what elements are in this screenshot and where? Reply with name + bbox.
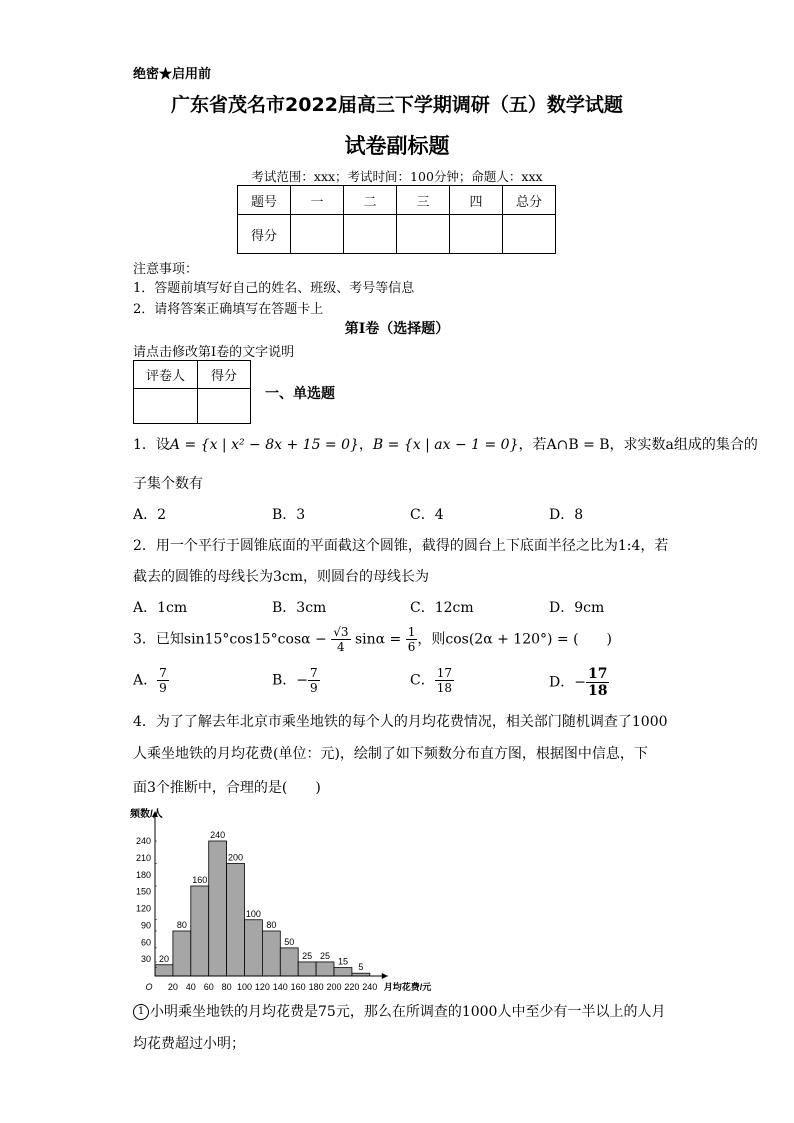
bar-value-label: 25 [320, 950, 331, 961]
x-tick-label: 40 [185, 982, 196, 992]
histogram-bar [316, 962, 334, 976]
q3-option-d[interactable]: D．− $\frac{17}{18}$ [549, 666, 608, 699]
score-cell[interactable] [344, 215, 397, 254]
histogram-bar [280, 948, 298, 976]
grader-cell[interactable] [198, 389, 251, 424]
q3-prefix: 3．已知sin15°cos15°cosα − [133, 631, 327, 648]
bar-value-label: 160 [192, 875, 208, 885]
grader-cell[interactable] [134, 389, 198, 424]
score-header-cell: 三 [397, 186, 450, 215]
histogram-bar [227, 864, 245, 977]
bar-value-label: 5 [358, 962, 364, 973]
x-tick-label: 180 [308, 982, 324, 992]
q1-sep: ， [358, 437, 373, 453]
q1-prefix: 1．设 [133, 437, 170, 453]
q3-option-a[interactable]: A． $\frac{7}{9}$ [133, 666, 167, 695]
x-tick-label: 200 [326, 982, 342, 992]
y-tick-label: 150 [135, 886, 151, 897]
bar-value-label: 80 [176, 920, 187, 930]
q3-middle: sinα = [354, 631, 402, 648]
volume-description[interactable]: 请点击修改第I卷的文字说明 [133, 345, 295, 360]
score-table [237, 185, 556, 254]
q4-statement-1-line2: 均花费超过小明； [133, 1036, 245, 1052]
score-header-cell: 二 [344, 186, 397, 215]
score-cell[interactable] [503, 215, 556, 254]
score-cell[interactable] [397, 215, 450, 254]
q1-set-a: A = {x | x² − 8x + 15 = 0} [169, 437, 359, 453]
question-1 [133, 434, 758, 454]
bar-value-label: 80 [266, 920, 277, 930]
q3-option-b[interactable]: B．− $\frac{7}{9}$ [272, 666, 318, 695]
histogram-bar [298, 962, 316, 976]
histogram-bar [245, 920, 263, 976]
histogram-bar [262, 931, 280, 976]
x-tick-label: 20 [167, 982, 178, 992]
bar-value-label: 240 [210, 830, 226, 840]
q4-statement-1-line1: 小明乘坐地铁的月均花费是75元，那么在所调查的1000人中至少有一半以上的人月 [150, 1004, 666, 1020]
y-tick-label: 120 [135, 903, 151, 914]
q1-option-b[interactable]: B．3 [272, 507, 306, 523]
q2-option-b[interactable]: B．3cm [272, 600, 327, 616]
bar-value-label: 200 [228, 852, 244, 863]
q1-set-b: B = {x | ax − 1 = 0} [372, 437, 519, 453]
q1-condition: ，若A∩B = B，求实数a组成的集合的 [518, 437, 758, 453]
exam-title: 广东省茂名市2022届高三下学期调研（五）数学试题 [171, 94, 623, 116]
y-tick-label: 210 [135, 852, 151, 863]
score-cell[interactable] [291, 215, 344, 254]
histogram-bar [209, 841, 227, 976]
grader-table [133, 360, 251, 424]
histogram-bar [334, 968, 352, 976]
q3-suffix: ，则cos(2α + 120°) = ( ) [417, 631, 613, 648]
score-header-cell: 总分 [503, 186, 556, 215]
score-cell[interactable] [450, 215, 503, 254]
q1-option-c[interactable]: C．4 [410, 507, 444, 523]
histogram-bar [173, 931, 191, 976]
bar-value-label: 15 [337, 956, 348, 967]
exam-subtitle: 试卷副标题 [344, 134, 450, 158]
origin-label: O [145, 982, 153, 992]
q4-line1: 4．为了了解去年北京市乘坐地铁的每个人的月均花费情况，相关部门随机调查了1000 [133, 714, 668, 730]
x-tick-label: 120 [254, 982, 270, 992]
histogram-bar [155, 965, 173, 976]
q2-line2: 截去的圆锥的母线长为3cm，则圆台的母线长为 [133, 569, 430, 585]
score-header-cell: 题号 [238, 186, 291, 215]
y-tick-label: 90 [140, 920, 151, 931]
question-3 [133, 625, 612, 654]
score-header-cell: 一 [291, 186, 344, 215]
x-axis-label: 月均花费/元 [383, 982, 432, 992]
secret-label: 绝密★启用前 [133, 67, 212, 82]
bar-value-label: 100 [245, 908, 261, 919]
q4-statement-1 [133, 1001, 665, 1021]
q3-fraction-1-6: $\frac{1}{6}$ [407, 625, 416, 654]
x-tick-label: 140 [272, 982, 288, 992]
grader-header-cell: 评卷人 [134, 361, 198, 389]
note-item: 1．答题前填写好自己的姓名、班级、考号等信息 [133, 281, 415, 296]
q4-line2: 人乘坐地铁的月均花费(单位：元)，绘制了如下频数分布直方图，根据图中信息，下 [133, 746, 648, 762]
q1-option-a[interactable]: A．2 [133, 507, 167, 523]
q2-line1: 2．用一个平行于圆锥底面的平面截这个圆锥，截得的圆台上下底面半径之比为1:4，若 [133, 538, 669, 554]
bar-value-label: 25 [302, 950, 313, 961]
notes-title: 注意事项： [133, 262, 199, 277]
x-tick-label: 80 [221, 982, 232, 992]
volume-title: 第I卷（选择题） [344, 321, 450, 337]
y-tick-label: 60 [140, 937, 151, 948]
score-header-cell: 四 [450, 186, 503, 215]
y-tick-label: 180 [135, 869, 151, 880]
exam-info: 考试范围：xxx；考试时间：100分钟；命题人：xxx [251, 169, 543, 184]
note-item: 2．请将答案正确填写在答题卡上 [133, 302, 324, 317]
q1-option-d[interactable]: D．8 [549, 507, 584, 523]
q3-option-c[interactable]: C． $\frac{17}{18}$ [410, 666, 452, 695]
frequency-histogram [128, 805, 432, 995]
grader-header-cell: 得分 [198, 361, 251, 389]
x-tick-label: 240 [362, 982, 378, 992]
q2-option-d[interactable]: D．9cm [549, 600, 605, 616]
x-tick-label: 60 [203, 982, 214, 992]
y-axis-label: 频数/人 [130, 809, 163, 820]
x-axis-arrow-icon [382, 973, 388, 979]
y-tick-label: 30 [140, 954, 151, 965]
score-row-label: 得分 [238, 215, 291, 254]
q2-option-a[interactable]: A．1cm [133, 600, 188, 616]
bar-value-label: 20 [158, 953, 169, 964]
q3-fraction-sqrt3-4: $\frac{√3}{4}$ [333, 625, 349, 654]
q2-option-c[interactable]: C．12cm [410, 600, 474, 616]
x-tick-label: 100 [236, 982, 253, 992]
statement-number-icon: 1 [133, 1004, 149, 1020]
y-tick-label: 240 [135, 836, 151, 846]
x-tick-label: 160 [290, 982, 306, 992]
q4-line3: 面3个推断中，合理的是( ) [133, 780, 321, 796]
section-title: 一、单选题 [265, 386, 335, 402]
bar-value-label: 50 [284, 936, 295, 947]
histogram-bar [191, 886, 209, 976]
x-tick-label: 220 [344, 982, 360, 992]
q1-line2: 子集个数有 [133, 476, 203, 492]
